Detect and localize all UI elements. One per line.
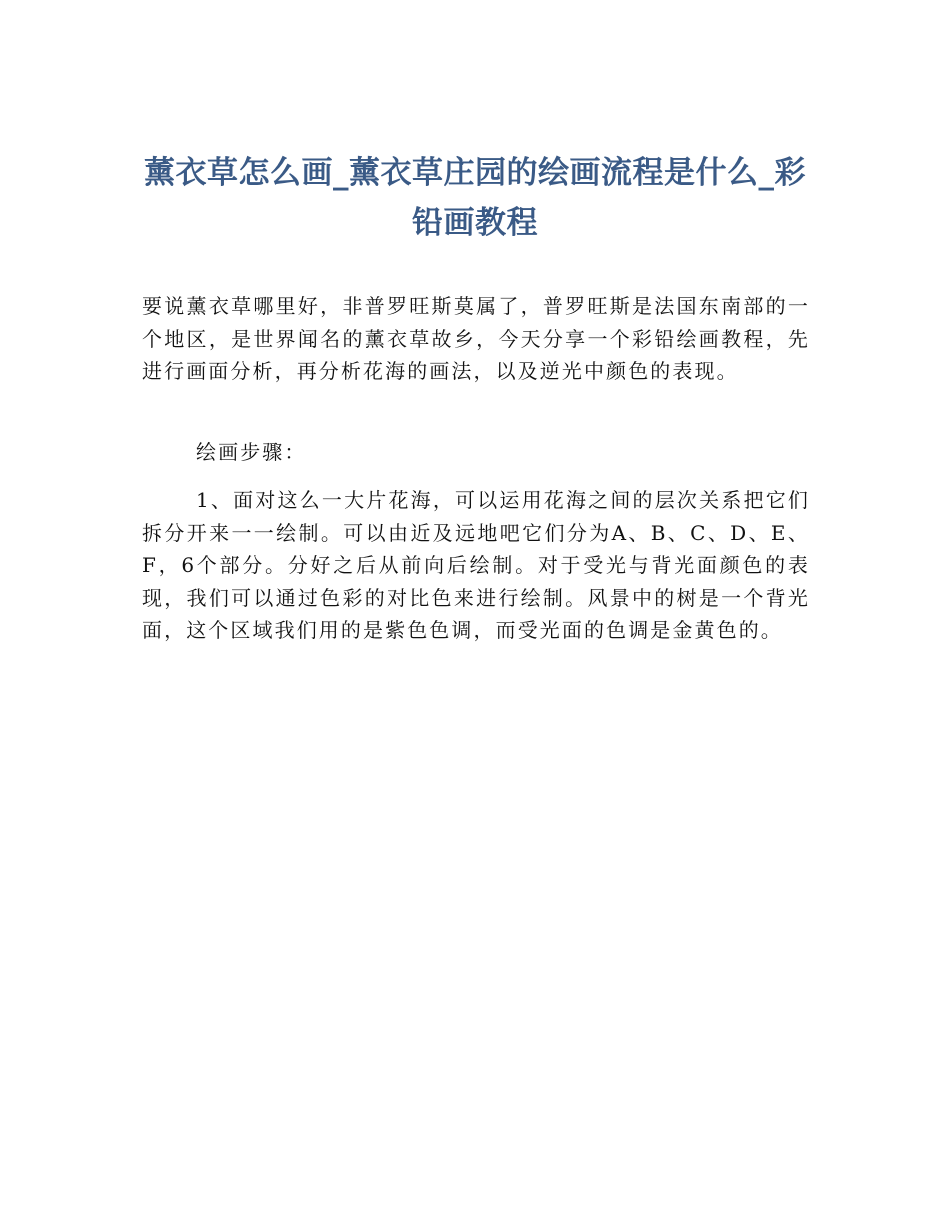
step-1-paragraph: 1、面对这么一大片花海，可以运用花海之间的层次关系把它们拆分开来一一绘制。可以由近及远地吧它们分为A、B、C、D、E、F，6个部分。分好之后从前向后绘制。对于受光与背光面颜色的表现，我们可以通过色彩的对比色来进行绘制。风景中的树是一个背光面，这个区域我们用的是紫色色调，而受光面的色调是金黄色的。	[142, 488, 810, 642]
document-title: 薰衣草怎么画_薰衣草庄园的绘画流程是什么_彩铅画教程	[144, 155, 806, 241]
intro-paragraph: 要说薰衣草哪里好，非普罗旺斯莫属了，普罗旺斯是法国东南部的一个地区，是世界闻名的薰衣草故乡，今天分享一个彩铅绘画教程，先进行画面分析，再分析花海的画法，以及逆光中颜色的表现。	[142, 294, 810, 383]
steps-heading: 绘画步骤：	[196, 440, 307, 464]
